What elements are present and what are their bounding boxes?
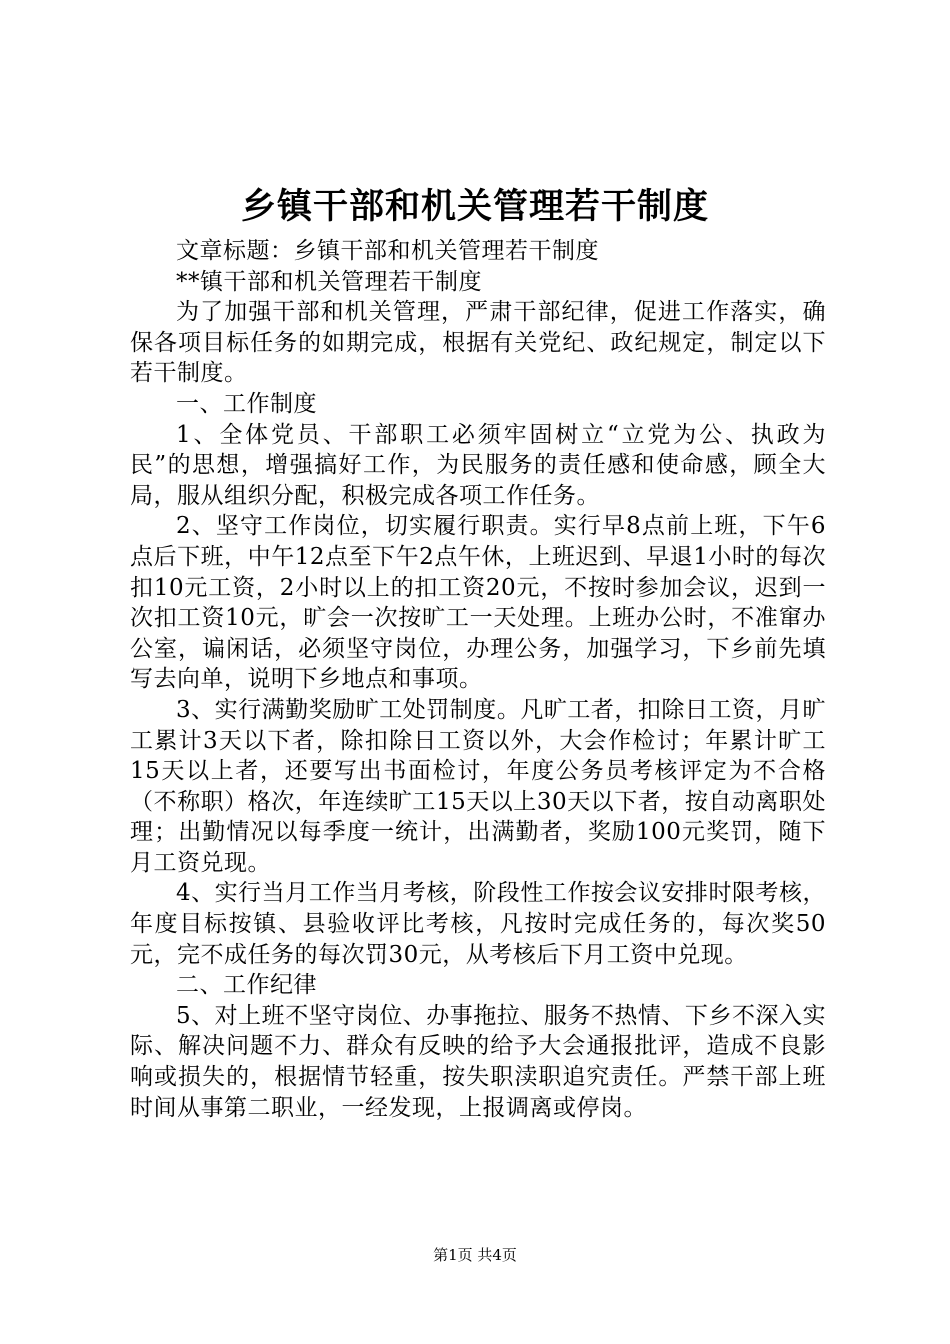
rule-paragraph-5: 5、对上班不坚守岗位、办事拖拉、服务不热情、下乡不深入实际、解决问题不力、群众有反映的给予大会通报批评，造成不良影响或损失的，根据情节轻重，按失职渎职追究责任。严禁干部上班时间从事第二职业，一经发现，上报调离或停岗。 [130,1002,826,1121]
page-number-footer: 第1页 共4页 [433,1246,517,1264]
section-heading-work-discipline: 二、工作纪律 [176,972,317,999]
intro-paragraph: 为了加强干部和机关管理，严肃干部纪律，促进工作落实，确保各项目标任务的如期完成，根据有关党纪、政纪规定，制定以下若干制度。 [130,299,826,387]
rule-paragraph-3: 3、实行满勤奖励旷工处罚制度。凡旷工者，扣除日工资，月旷工累计3天以下者，除扣除日工资以外，大会作检讨；年累计旷工15天以上者，还要写出书面检讨，年度公务员考核评定为不合格（不称职）格次，年连续旷工15天以上30天以下者，按自动离职处理；出勤情况以每季度一统计，出满勤者，奖励100元奖罚，随下月工资兑现。 [130,696,826,876]
rule-paragraph-4: 4、实行当月工作当月考核，阶段性工作按会议安排时限考核，年度目标按镇、县验收评比考核，凡按时完成任务的，每次奖50元，完不成任务的每次罚30元，从考核后下月工资中兑现。 [130,880,826,968]
document-title: 乡镇干部和机关管理若干制度 [240,187,709,227]
document-body [130,236,826,1123]
rule-paragraph-2: 2、坚守工作岗位，切实履行职责。实行早8点前上班，下午6点后下班，中午12点至下午2点午休，上班迟到、早退1小时的每次扣10元工资，2小时以上的扣工资20元，不按时参加会议，迟到一次扣工资10元，旷会一次按旷工一天处理。上班办公时，不准窜办公室，谝闲话，必须坚守岗位，办理公务，加强学习，下乡前先填写去向单，说明下乡地点和事项。 [130,513,826,693]
article-title-line: 文章标题：乡镇干部和机关管理若干制度 [176,238,599,264]
rule-paragraph-1: 1、全体党员、干部职工必须牢固树立“立党为公、执政为民”的思想，增强搞好工作，为民服务的责任感和使命感，顾全大局，服从组织分配，积极完成各项工作任务。 [130,421,826,509]
subtitle-line: **镇干部和机关管理若干制度 [176,268,482,295]
section-heading-work-system: 一、工作制度 [176,390,317,417]
